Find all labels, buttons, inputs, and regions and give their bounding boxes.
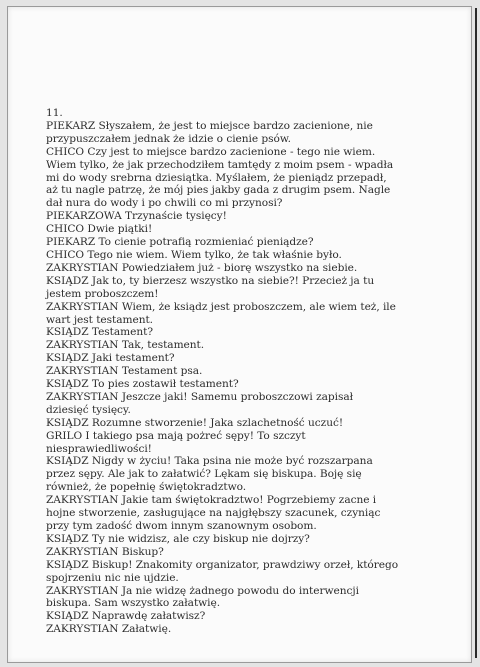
text-line: aż tu nagle patrzę, że mój pies jakby gada z drugim psem. Nagle [46,184,391,197]
scan-edge [475,8,477,658]
text-line: KSIĄDZ Rozumne stworzenie! Jaka szlachetność uczuć! [46,416,344,429]
document-page [7,6,472,663]
text-line: mi do wody srebrna dziesiątka. Myślałem, że pieniądz przepadł, [46,171,387,184]
text-line: spojrzeniu nic nie ujdzie. [46,571,179,584]
text-line: ZAKRYSTIAN Tak, testament. [46,339,205,352]
text-line: KSIĄDZ Ty nie widzisz, ale czy biskup nie dojrzy? [46,532,310,545]
text-line: przy tym zadość dwom innym szanownym osobom. [46,520,317,532]
text-line: ZAKRYSTIAN Załatwię. [46,623,172,636]
text-line: ZAKRYSTIAN Wiem, że ksiądz jest proboszczem, ale wiem też, ile [46,300,396,313]
text-line: dał nura do wody i po chwili co mi przynosi? [46,197,283,210]
text-line: PIEKARZ To cienie potrafią rozmieniać pieniądze? [46,236,314,249]
text-line: jestem proboszczem! [46,287,159,300]
text-line: PIEKARZ Słyszałem, że jest to miejsce bardzo zacienione, nie [46,119,373,132]
text-line: ZAKRYSTIAN Ja nie widzę żadnego powodu do interwencji [46,584,359,597]
text-line: KSIĄDZ Jak to, ty bierzesz wszystko na siebie?! Przecież ja tu [46,274,375,287]
text-line: ZAKRYSTIAN Testament psa. [46,365,203,378]
text-line: KSIĄDZ To pies zostawił testament? [46,378,239,391]
text-line: hojne stworzenie, zasługujące na najgłębszy szacunek, czyniąc [46,507,381,520]
text-line: KSIĄDZ Biskup! Znakomity organizator, prawdziwy orzeł, którego [46,558,399,571]
text-line: KSIĄDZ Nigdy w życiu! Taka psina nie może być rozszarpana [46,455,373,468]
script-text [46,107,446,636]
text-line: ZAKRYSTIAN Jeszcze jaki! Samemu proboszczowi zapisał [46,390,353,403]
page-number: 11. [46,107,63,119]
text-line: ZAKRYSTIAN Biskup? [46,545,164,558]
text-line: PIEKARZOWA Trzynaście tysięcy! [46,210,227,223]
text-line: niesprawiedliwości! [46,442,152,455]
text-line: dziesięć tysięcy. [46,403,131,416]
text-line: Wiem tylko, że jak przechodziłem tamtędy z moim psem - wpadła [46,158,394,171]
text-line: CHICO Tego nie wiem. Wiem tylko, że tak właśnie było. [46,248,342,261]
text-line: ZAKRYSTIAN Jakie tam świętokradztwo! Pogrzebiemy zacne i [46,494,377,507]
text-line: CHICO Dwie piątki! [46,223,153,236]
text-line: KSIĄDZ Testament? [46,326,153,339]
text-line: KSIĄDZ Naprawdę załatwisz? [46,610,206,623]
text-line: również, że popełnię świętokradztwo. [46,481,247,494]
text-line: CHICO Czy jest to miejsce bardzo zacienione - tego nie wiem. [46,145,376,158]
text-line: GRILO I takiego psa mają pożreć sępy! To szczyt [46,429,306,442]
text-line: ZAKRYSTIAN Powiedziałem już - biorę wszystko na siebie. [46,261,358,274]
text-line: przypuszczałem jednak że idzie o cienie psów. [46,132,291,145]
text-line: KSIĄDZ Jaki testament? [46,352,175,365]
text-line: biskupa. Sam wszystko załatwię. [46,597,221,610]
text-line: wart jest testament. [46,313,153,326]
text-line: przez sępy. Ale jak to załatwić? Lękam się biskupa. Boję się [46,468,362,481]
